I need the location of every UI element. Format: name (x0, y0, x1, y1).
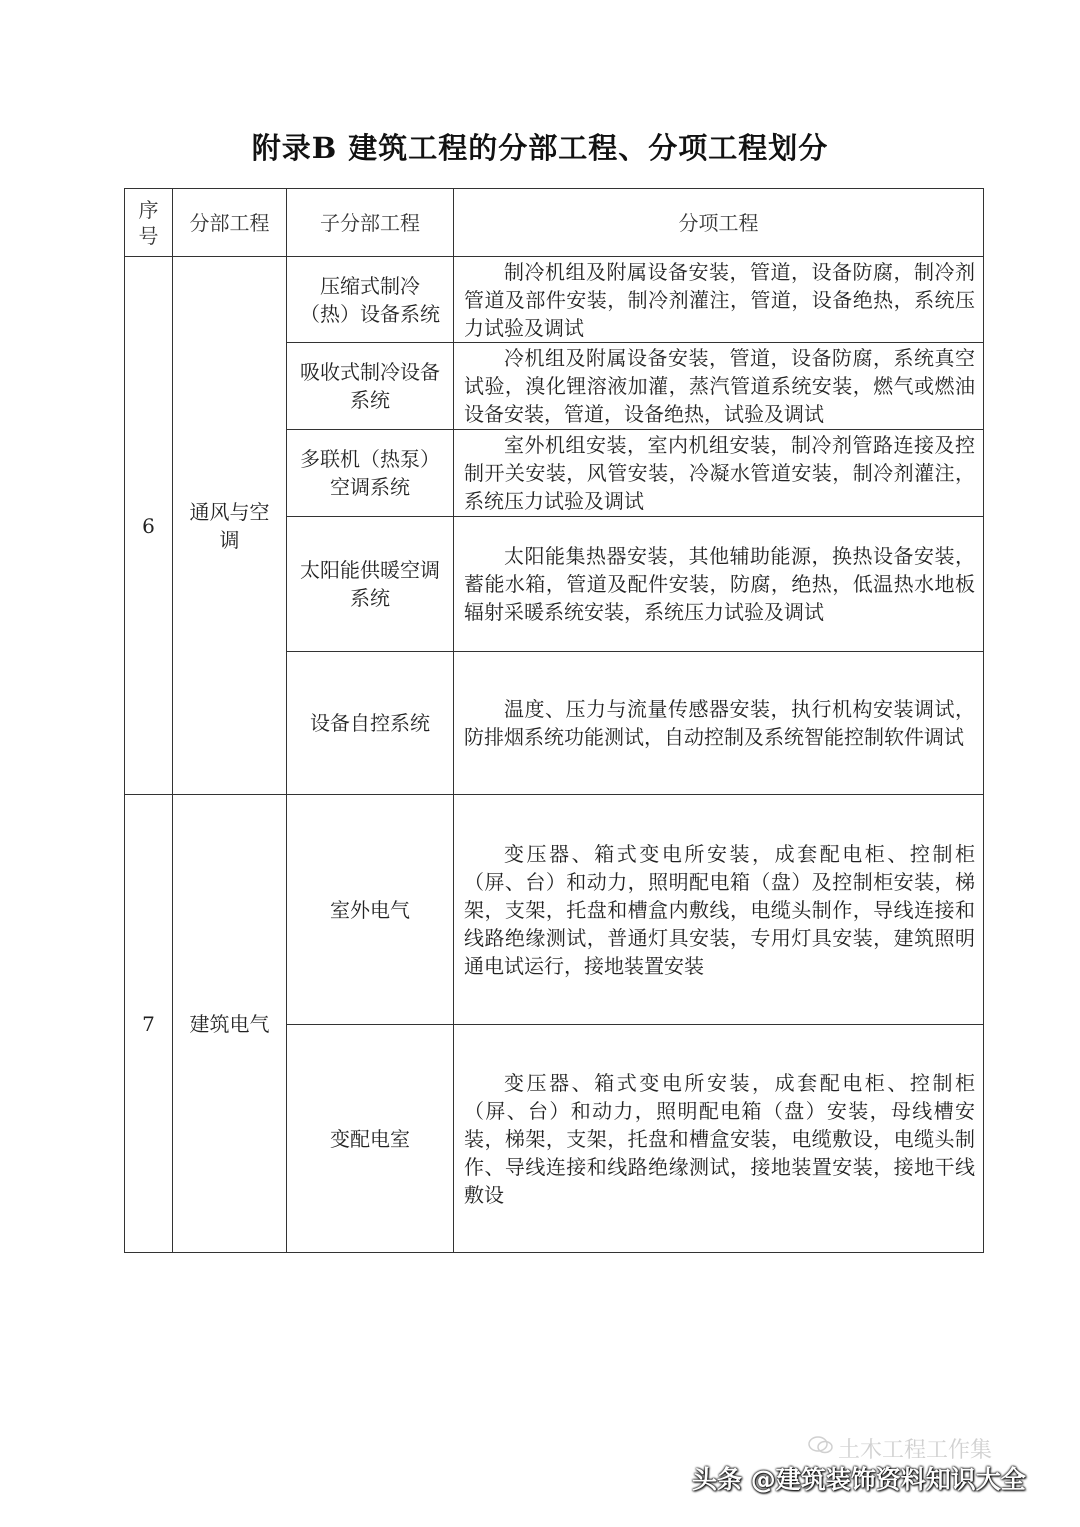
row-no: 7 (125, 795, 173, 1253)
header-no-label: 序号 (138, 197, 159, 248)
header-items: 分项工程 (454, 189, 984, 257)
items-cell: 变压器、箱式变电所安装，成套配电柜、控制柜（屏、台）和动力，照明配电箱（盘）及控制柜安装，梯架，支架，托盘和槽盒内敷线，电缆头制作，导线连接和线路绝缘测试，普通灯具安装，专用灯具安装，建筑照明通电试运行，接地装置安装 (454, 795, 984, 1025)
wechat-icon (808, 1435, 834, 1455)
table-header-row (125, 189, 984, 257)
subdivision-cell: 吸收式制冷设备系统 (287, 343, 454, 430)
items-cell: 室外机组安装，室内机组安装，制冷剂管路连接及控制开关安装，风管安装，冷凝水管道安装，制冷剂灌注，系统压力试验及调试 (454, 430, 984, 517)
subdivision-cell: 多联机（热泵）空调系统 (287, 430, 454, 517)
subdivision-cell: 太阳能供暖空调系统 (287, 517, 454, 652)
division-cell: 通风与空调 (173, 257, 287, 795)
header-division: 分部工程 (173, 189, 287, 257)
subdivision-cell: 设备自控系统 (287, 652, 454, 795)
items-cell: 冷机组及附属设备安装，管道，设备防腐，系统真空试验，溴化锂溶液加灌，蒸汽管道系统安装，燃气或燃油设备安装，管道，设备绝热，试验及调试 (454, 343, 984, 430)
division-cell: 建筑电气 (173, 795, 287, 1253)
subdivision-cell: 室外电气 (287, 795, 454, 1025)
page-title: 附录B 建筑工程的分部工程、分项工程划分 (251, 131, 829, 165)
items-cell: 制冷机组及附属设备安装，管道，设备防腐，制冷剂管道及部件安装，制冷剂灌注，管道，设备绝热，系统压力试验及调试 (454, 257, 984, 343)
table-row (125, 795, 984, 1025)
row-no: 6 (125, 257, 173, 795)
items-cell: 变压器、箱式变电所安装，成套配电柜、控制柜（屏、台）和动力，照明配电箱（盘）安装，母线槽安装，梯架，支架，托盘和槽盒安装，电缆敷设，电缆头制作、导线连接和线路绝缘测试，接地装置安装，接地干线敷设 (454, 1025, 984, 1253)
header-no (125, 189, 173, 257)
footer-attribution: 头条 @建筑装饰资料知识大全 (692, 1465, 1026, 1494)
watermark-text: 土木工程工作集 (838, 1438, 993, 1463)
items-cell: 太阳能集热器安装，其他辅助能源，换热设备安装，蓄能水箱，管道及配件安装，防腐，绝热，低温热水地板辐射采暖系统安装，系统压力试验及调试 (454, 517, 984, 652)
table-row (125, 257, 984, 343)
subdivision-cell: 压缩式制冷（热）设备系统 (287, 257, 454, 343)
division-table (124, 188, 984, 1253)
header-subdivision: 子分部工程 (287, 189, 454, 257)
subdivision-cell: 变配电室 (287, 1025, 454, 1253)
items-cell: 温度、压力与流量传感器安装，执行机构安装调试，防排烟系统功能测试，自动控制及系统智能控制软件调试 (454, 652, 984, 795)
